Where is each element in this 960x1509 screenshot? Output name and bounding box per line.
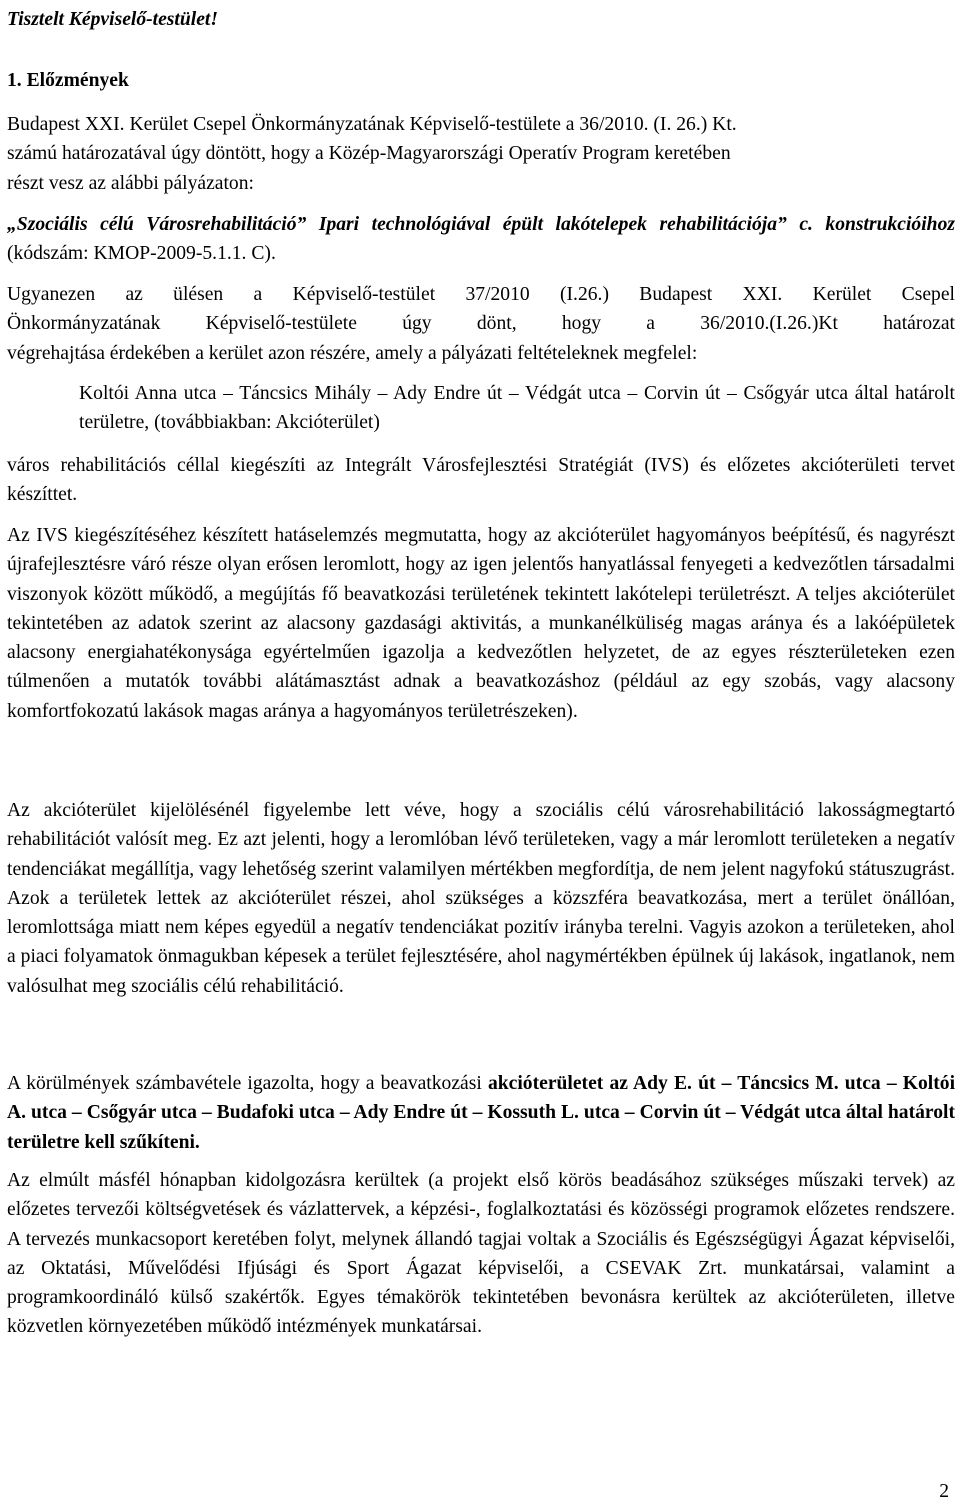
program-code: (kódszám: KMOP-2009-5.1.1. C).: [7, 243, 276, 265]
paragraph-resolution-line-2: Önkormányzatának Képviselő-testülete úgy dönt, hogy a 36/2010.(I.26.)Kt határozat: [7, 313, 955, 335]
paragraph-planning-work: Az elmúlt másfél hónapban kidolgozásra kerültek (a projekt első körös beadásához szükséges műszaki tervek) az előzetes tervezői költségvetések és vázlattervek, a képzési-, foglalkoztatási és közösségi programok előzetes rendszere. A tervezés munkacsoport keretében folyt, melynek állandó tagjai voltak a Szociális és Egészségügyi Ágazat képviselői, az Oktatási, Művelődési Ifjúsági és Sport Ágazat képviselői, a CSEVAK Zrt. munkatársai, valamint a programkoordináló külső szakértők. Egyes témakörök tekintetében bevonásra kerültek az akcióterületen, illetve közvetlen környezetében működő intézmények munkatársai.: [7, 1170, 955, 1338]
paragraph-resolution-line-3: végrehajtása érdekében a kerület azon részére, amely a pályázati feltételeknek megfelel:: [7, 342, 698, 364]
paragraph-intro-line-1: Budapest XXI. Kerület Csepel Önkormányzatának Képviselő-testülete a 36/2010. (I. 26.) Kt.: [7, 114, 737, 135]
narrowing-boundaries: akcióterületet az Ady E. út – Táncsics M. utca – Koltói A. utca – Csőgyár utca – Budafoki utca – Ady Endre út – Kossuth L. utca – Corvin út – Védgát utca által határolt területre kell szűkíteni.: [7, 1073, 956, 1153]
salutation: Tisztelt Képviselő-testület!: [7, 9, 218, 30]
paragraph-area-designation: Az akcióterület kijelölésénél figyelembe lett véve, hogy a szociális célú városrehabilitáció lakosságmegtartó rehabilitációt valósít meg. Ez azt jelenti, hogy a leromlóban lévő területeken, vagy a már leromlott területeken a negatív tendenciákat megállítja, vagy lehetőség szerint valamilyen mértékben megfordítja, de nem jelent nagyfokú státuszugrást. Azok a területek lettek az akcióterület részei, ahol szükséges a közszféra beavatkozása, mert a terület önállóan, leromlottsága miatt nem képes egyedül a negatív tendenciákat pozitív irányba terelni. Vagyis azokon a területeken, ahol a piaci folyamatok önmagukban képesek a terület fejlesztésére, ahol nagymértékben épülnek új lakások, ingatlanok, nem valósulhat meg szociális célú rehabilitáció.: [7, 800, 955, 997]
program-title-paragraph: [7, 210, 955, 269]
document-page: [7, 0, 955, 1509]
program-title: „Szociális célú Városrehabilitáció” Ipari technológiával épült lakótelepek rehabilitációja” c. konstrukcióihoz: [7, 214, 955, 235]
paragraph-intro-line-2: számú határozatával úgy döntött, hogy a Közép-Magyarországi Operatív Program keretében: [7, 143, 731, 165]
paragraph-intro: [7, 110, 955, 198]
narrowing-lead: A körülmények számbavétele igazolta, hogy a beavatkozási: [7, 1073, 488, 1094]
action-area-boundaries: Koltói Anna utca – Táncsics Mihály – Ady Endre út – Védgát utca – Corvin út – Csőgyár utca által határolt területre, (továbbiakban: Akcióterület): [79, 383, 955, 434]
paragraph-impact-analysis: Az IVS kiegészítéséhez készített hatáselemzés megmutatta, hogy az akcióterület hagyományos beépítésű, és nagyrészt újrafejlesztésre váró része olyan erősen leromlott, hogy az igen jelentős hanyatlással fenyegeti a kedvezőtlen társadalmi viszonyok között működő, a megújítás fő beavatkozási területének tekintett lakótelepi területrészt. A teljes akcióterület tekintetében az adatok szerint az alacsony gazdasági aktivitás, a munkanélküliség magas aránya és a lakóépületek alacsony energiahatékonysága egyértelműen igazolja a kedvezőtlen helyzetet, de az egyes részterületeken ezen túlmenően a mutatók további alátámasztást adnak a beavatkozáshoz (például az egy szobás, vagy alacsony komfortfokozatú lakások magas aránya a hagyományos területrészeken).: [7, 525, 955, 722]
paragraph-resolution-line-1: Ugyanezen az ülésen a Képviselő-testület 37/2010 (I.26.) Budapest XXI. Kerület Csepel: [7, 284, 955, 305]
paragraph-ivs-supplement: város rehabilitációs céllal kiegészíti az Integrált Városfejlesztési Stratégiát (IVS) és előzetes akcióterületi tervet készíttet.: [7, 455, 955, 506]
paragraph-intro-line-3: részt vesz az alábbi pályázaton:: [7, 172, 254, 194]
page-number: 2: [939, 1481, 949, 1502]
paragraph-resolution: [7, 280, 955, 368]
paragraph-area-narrowing: [7, 1069, 955, 1157]
section-heading: 1. Előzmények: [7, 70, 129, 91]
